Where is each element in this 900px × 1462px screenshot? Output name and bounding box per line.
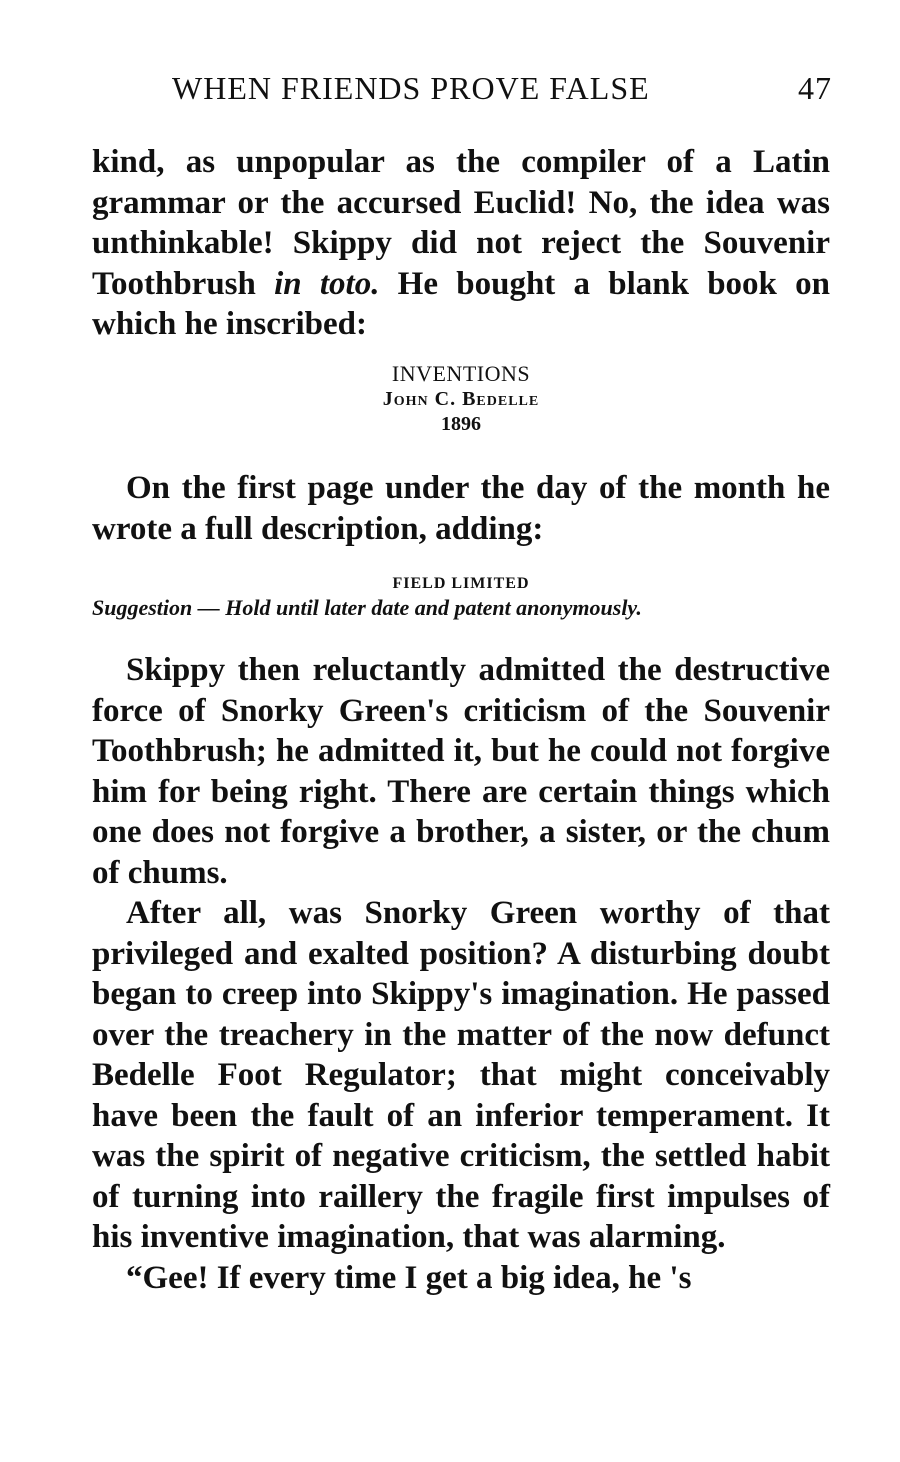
paragraph-1-italic: in toto. bbox=[274, 265, 380, 302]
paragraph-1 bbox=[92, 142, 830, 345]
paragraph-4: After all, was Snorky Green worthy of that privileged and exalted position? A disturbing doubt began to creep into Skippy's imagination. He passed over the treachery in the matter of the now defunct Bedelle Foot Regulator; that might conceivably have been the fault of an inferior temperament. It was the spirit of negative criticism, the settled habit of turning into raillery the fragile first impulses of his inventive imagination, that was alarming. bbox=[92, 895, 830, 1255]
paragraph-2-text: On the first page under the day of the month he wrote a full description, adding: bbox=[92, 470, 830, 547]
note-heading: FIELD LIMITED bbox=[392, 575, 530, 592]
page-number: 47 bbox=[798, 70, 832, 106]
paragraph-2 bbox=[92, 468, 830, 549]
inscription-line-1: INVENTIONS bbox=[391, 361, 531, 386]
paragraph-3: Skippy then reluctantly admitted the destructive force of Snorky Green's criticism of the Souvenir Toothbrush; he admitted it, but he could not forgive him for being right. There are certain things which one does not forgive a brother, a sister, or the chum of chums. bbox=[92, 652, 830, 891]
inscription-block bbox=[92, 360, 830, 437]
paragraph-1-text-a: kind, as unpopular as the compiler of a Latin grammar or the accursed Euclid! No, the idea was unthinkable! Skippy did not reject the Souvenir Toothbrush bbox=[92, 144, 830, 302]
note-block bbox=[92, 574, 830, 622]
inscription-line-3: 1896 bbox=[441, 413, 481, 435]
running-header bbox=[172, 66, 832, 110]
paragraph-1-text-b: He bought a blank book on which he inscribed: bbox=[92, 265, 830, 342]
paragraph-5: “Gee! If every time I get a big idea, he 's bbox=[126, 1259, 692, 1296]
note-suggestion: Suggestion — Hold until later date and patent anonymously. bbox=[92, 595, 642, 620]
main-text bbox=[92, 650, 830, 1298]
inscription-line-2: John C. Bedelle bbox=[382, 388, 540, 410]
running-title: WHEN FRIENDS PROVE FALSE bbox=[172, 70, 650, 106]
